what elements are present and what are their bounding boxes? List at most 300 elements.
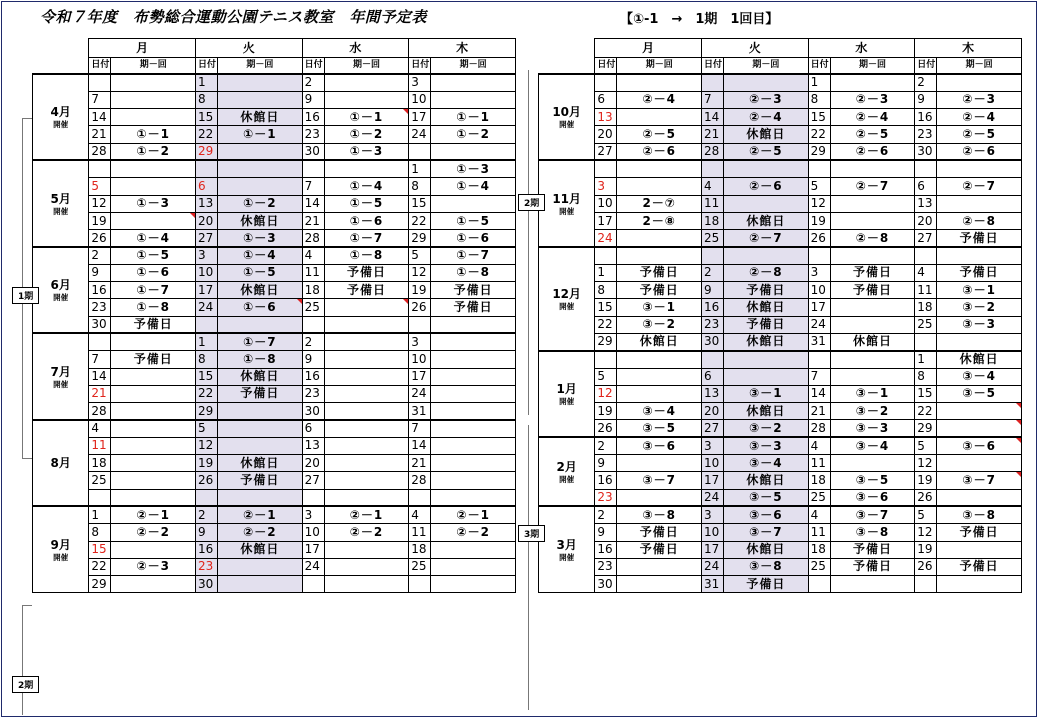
session-cell bbox=[724, 195, 809, 212]
date-cell: 2 bbox=[701, 264, 723, 281]
month-name: 11月 bbox=[552, 191, 582, 206]
period-column-header: 期－回 bbox=[218, 58, 303, 75]
session-cell bbox=[830, 576, 915, 593]
date-cell: 30 bbox=[915, 143, 937, 160]
date-cell: 12 bbox=[89, 195, 111, 212]
date-cell bbox=[302, 160, 324, 177]
date-cell: 8 bbox=[409, 178, 431, 195]
session-cell bbox=[218, 437, 303, 454]
session-cell: ③－5 bbox=[724, 489, 809, 506]
month-label bbox=[539, 74, 595, 160]
date-cell: 1 bbox=[409, 160, 431, 177]
month-sub-label: 開催 bbox=[53, 293, 69, 303]
session-cell: ①－4 bbox=[324, 178, 409, 195]
date-cell: 19 bbox=[89, 212, 111, 229]
session-cell bbox=[324, 299, 409, 316]
date-cell: 29 bbox=[195, 403, 217, 420]
session-cell: ③－8 bbox=[724, 558, 809, 575]
date-cell: 30 bbox=[595, 576, 617, 593]
period-column-header: 期－回 bbox=[111, 58, 196, 75]
week-row bbox=[539, 195, 1022, 212]
date-cell bbox=[701, 160, 723, 177]
session-cell: ①－7 bbox=[431, 247, 516, 264]
date-cell: 5 bbox=[89, 178, 111, 195]
date-cell: 14 bbox=[89, 368, 111, 385]
date-cell: 1 bbox=[89, 506, 111, 523]
week-row bbox=[539, 91, 1022, 108]
session-cell bbox=[431, 74, 516, 91]
session-cell bbox=[324, 316, 409, 333]
date-cell: 18 bbox=[915, 299, 937, 316]
date-cell: 3 bbox=[595, 178, 617, 195]
session-cell bbox=[324, 420, 409, 437]
session-cell bbox=[830, 455, 915, 472]
week-row bbox=[33, 109, 516, 126]
date-cell: 31 bbox=[808, 333, 830, 350]
period-column-header: 期－回 bbox=[937, 58, 1022, 75]
date-cell: 1 bbox=[195, 74, 217, 91]
date-cell: 15 bbox=[409, 195, 431, 212]
date-cell: 16 bbox=[595, 472, 617, 489]
session-cell bbox=[324, 74, 409, 91]
date-cell: 12 bbox=[195, 437, 217, 454]
month-name: 3月 bbox=[556, 537, 577, 552]
date-cell: 16 bbox=[195, 541, 217, 558]
week-row bbox=[33, 143, 516, 160]
date-cell: 3 bbox=[409, 74, 431, 91]
date-cell: 24 bbox=[701, 558, 723, 575]
date-cell: 20 bbox=[195, 212, 217, 229]
session-cell bbox=[324, 541, 409, 558]
session-cell bbox=[218, 91, 303, 108]
session-cell bbox=[617, 489, 702, 506]
session-cell: ②－4 bbox=[617, 91, 702, 108]
session-cell bbox=[937, 455, 1022, 472]
date-cell: 8 bbox=[808, 91, 830, 108]
month-label bbox=[539, 437, 595, 506]
week-row bbox=[539, 541, 1022, 558]
date-cell: 26 bbox=[915, 489, 937, 506]
date-cell: 6 bbox=[595, 91, 617, 108]
week-row bbox=[539, 351, 1022, 368]
session-cell: 2－⑦ bbox=[617, 195, 702, 212]
date-cell: 29 bbox=[915, 420, 937, 437]
date-cell: 4 bbox=[808, 506, 830, 523]
date-cell: 22 bbox=[89, 558, 111, 575]
week-row bbox=[33, 351, 516, 368]
date-cell bbox=[595, 247, 617, 264]
session-cell: ①－8 bbox=[111, 299, 196, 316]
week-row bbox=[33, 524, 516, 541]
date-cell: 24 bbox=[409, 385, 431, 402]
session-cell bbox=[111, 437, 196, 454]
month-name: 7月 bbox=[50, 364, 71, 379]
session-cell: ②－4 bbox=[937, 109, 1022, 126]
month-label bbox=[33, 333, 89, 419]
session-cell bbox=[218, 489, 303, 506]
date-cell: 10 bbox=[409, 351, 431, 368]
term1-bracket-top bbox=[22, 118, 32, 119]
date-cell bbox=[409, 143, 431, 160]
date-cell: 2 bbox=[302, 333, 324, 350]
session-cell: ①－2 bbox=[111, 143, 196, 160]
session-cell bbox=[830, 74, 915, 91]
session-cell: ②－8 bbox=[724, 264, 809, 281]
session-cell bbox=[937, 576, 1022, 593]
session-cell bbox=[324, 160, 409, 177]
date-cell: 8 bbox=[195, 91, 217, 108]
date-cell: 5 bbox=[595, 368, 617, 385]
session-cell: ②－3 bbox=[937, 91, 1022, 108]
date-cell: 21 bbox=[302, 212, 324, 229]
session-cell: 2－⑧ bbox=[617, 212, 702, 229]
date-cell: 20 bbox=[915, 212, 937, 229]
date-cell: 24 bbox=[808, 316, 830, 333]
session-cell: ②－1 bbox=[324, 506, 409, 523]
date-column-header: 日付 bbox=[701, 58, 723, 75]
date-cell: 17 bbox=[701, 541, 723, 558]
session-cell: ③－4 bbox=[617, 403, 702, 420]
session-cell bbox=[830, 316, 915, 333]
date-cell: 23 bbox=[195, 558, 217, 575]
session-cell bbox=[218, 143, 303, 160]
week-row bbox=[33, 212, 516, 229]
month-label bbox=[539, 160, 595, 246]
week-row bbox=[539, 299, 1022, 316]
week-row bbox=[539, 264, 1022, 281]
month-label bbox=[33, 160, 89, 246]
session-cell: ①－3 bbox=[218, 230, 303, 247]
session-cell bbox=[617, 455, 702, 472]
week-row bbox=[33, 299, 516, 316]
session-cell: ③－2 bbox=[830, 403, 915, 420]
month-sub-label: 開催 bbox=[53, 206, 69, 216]
date-cell: 21 bbox=[808, 403, 830, 420]
session-cell: ②－5 bbox=[830, 126, 915, 143]
week-row bbox=[539, 333, 1022, 350]
session-cell: ①－1 bbox=[218, 126, 303, 143]
session-cell bbox=[324, 403, 409, 420]
date-cell: 12 bbox=[915, 524, 937, 541]
date-cell bbox=[701, 74, 723, 91]
week-row bbox=[33, 506, 516, 523]
date-cell: 28 bbox=[409, 472, 431, 489]
date-cell: 5 bbox=[915, 437, 937, 454]
date-cell: 13 bbox=[701, 385, 723, 402]
date-cell: 11 bbox=[808, 455, 830, 472]
session-cell: 休館日 bbox=[218, 282, 303, 299]
date-cell bbox=[808, 351, 830, 368]
session-cell: ②－1 bbox=[218, 506, 303, 523]
session-cell bbox=[617, 385, 702, 402]
date-cell: 27 bbox=[915, 230, 937, 247]
session-cell bbox=[111, 178, 196, 195]
date-cell bbox=[195, 160, 217, 177]
date-cell: 3 bbox=[701, 506, 723, 523]
session-cell: 予備日 bbox=[724, 282, 809, 299]
session-cell: ②－3 bbox=[111, 558, 196, 575]
week-row bbox=[539, 160, 1022, 177]
date-cell: 2 bbox=[915, 74, 937, 91]
session-cell bbox=[617, 351, 702, 368]
session-cell bbox=[111, 160, 196, 177]
month-label bbox=[539, 506, 595, 592]
session-cell: ①－2 bbox=[218, 195, 303, 212]
session-cell: ①－8 bbox=[218, 351, 303, 368]
date-cell: 14 bbox=[808, 385, 830, 402]
session-cell: 予備日 bbox=[324, 264, 409, 281]
month-name: 4月 bbox=[50, 105, 71, 120]
session-cell bbox=[431, 143, 516, 160]
session-cell bbox=[324, 558, 409, 575]
session-cell: ③－6 bbox=[830, 489, 915, 506]
session-cell bbox=[830, 368, 915, 385]
term1-bracket-bottom bbox=[22, 458, 32, 459]
month-sub-label: 開催 bbox=[53, 379, 69, 389]
date-column-header: 日付 bbox=[195, 58, 217, 75]
session-cell bbox=[830, 212, 915, 229]
month-name: 10月 bbox=[552, 105, 582, 120]
session-cell: ②－6 bbox=[724, 178, 809, 195]
session-cell bbox=[830, 195, 915, 212]
date-cell: 10 bbox=[701, 524, 723, 541]
session-cell: 休館日 bbox=[724, 333, 809, 350]
period-column-header: 期－回 bbox=[431, 58, 516, 75]
session-cell: ③－6 bbox=[724, 506, 809, 523]
session-cell: ②－1 bbox=[111, 506, 196, 523]
session-cell bbox=[431, 576, 516, 593]
session-cell: ①－3 bbox=[324, 143, 409, 160]
date-cell: 27 bbox=[701, 420, 723, 437]
date-cell: 10 bbox=[195, 264, 217, 281]
month-label bbox=[33, 74, 89, 160]
session-cell: ③－5 bbox=[937, 385, 1022, 402]
date-cell: 3 bbox=[195, 247, 217, 264]
session-cell: ②－4 bbox=[724, 109, 809, 126]
session-cell bbox=[218, 420, 303, 437]
date-column-header: 日付 bbox=[409, 58, 431, 75]
date-cell bbox=[915, 247, 937, 264]
month-sub-label: 開催 bbox=[559, 120, 575, 130]
session-cell bbox=[218, 403, 303, 420]
session-cell: 予備日 bbox=[724, 316, 809, 333]
session-cell: ①－6 bbox=[431, 230, 516, 247]
session-cell: ①－3 bbox=[431, 160, 516, 177]
session-cell: 休館日 bbox=[218, 368, 303, 385]
date-cell: 1 bbox=[195, 333, 217, 350]
date-cell: 16 bbox=[302, 368, 324, 385]
date-cell: 16 bbox=[701, 299, 723, 316]
session-cell: ③－6 bbox=[937, 437, 1022, 454]
date-cell: 19 bbox=[195, 455, 217, 472]
date-cell: 14 bbox=[701, 109, 723, 126]
date-cell: 24 bbox=[409, 126, 431, 143]
date-cell: 30 bbox=[302, 403, 324, 420]
date-cell: 23 bbox=[595, 489, 617, 506]
session-cell bbox=[830, 160, 915, 177]
date-cell: 11 bbox=[701, 195, 723, 212]
session-cell: ①－4 bbox=[111, 230, 196, 247]
session-cell bbox=[324, 351, 409, 368]
session-cell: ①－7 bbox=[218, 333, 303, 350]
date-cell: 7 bbox=[302, 178, 324, 195]
session-cell bbox=[431, 472, 516, 489]
month-label bbox=[539, 247, 595, 351]
date-cell: 30 bbox=[701, 333, 723, 350]
date-cell: 17 bbox=[701, 472, 723, 489]
month-name: 8月 bbox=[50, 455, 71, 470]
date-column-header: 日付 bbox=[808, 58, 830, 75]
week-row bbox=[539, 74, 1022, 91]
date-cell bbox=[89, 160, 111, 177]
session-cell: 休館日 bbox=[937, 351, 1022, 368]
date-cell: 2 bbox=[595, 437, 617, 454]
session-cell: 予備日 bbox=[724, 576, 809, 593]
term2-tag-right: 2期 bbox=[518, 194, 545, 211]
session-cell: ③－1 bbox=[830, 385, 915, 402]
session-cell: ①－8 bbox=[431, 264, 516, 281]
session-cell: ②－6 bbox=[617, 143, 702, 160]
date-column-header: 日付 bbox=[302, 58, 324, 75]
date-cell: 30 bbox=[302, 143, 324, 160]
session-cell: ②－8 bbox=[830, 230, 915, 247]
session-cell: ③－3 bbox=[724, 437, 809, 454]
session-cell: 休館日 bbox=[218, 541, 303, 558]
session-cell bbox=[617, 230, 702, 247]
week-row bbox=[33, 489, 516, 506]
term2-bracket-left bbox=[22, 605, 23, 715]
session-cell bbox=[724, 368, 809, 385]
session-cell: ①－6 bbox=[218, 299, 303, 316]
session-cell bbox=[431, 437, 516, 454]
date-cell: 21 bbox=[409, 455, 431, 472]
session-cell: ③－8 bbox=[937, 506, 1022, 523]
session-cell: ③－5 bbox=[617, 420, 702, 437]
date-cell: 7 bbox=[89, 91, 111, 108]
date-cell: 16 bbox=[595, 541, 617, 558]
date-cell: 22 bbox=[808, 126, 830, 143]
session-cell bbox=[431, 195, 516, 212]
date-cell: 21 bbox=[89, 385, 111, 402]
date-cell: 5 bbox=[409, 247, 431, 264]
month-label bbox=[33, 506, 89, 592]
date-cell: 26 bbox=[89, 230, 111, 247]
date-cell bbox=[595, 74, 617, 91]
date-cell bbox=[595, 160, 617, 177]
date-cell: 23 bbox=[595, 558, 617, 575]
session-cell bbox=[724, 74, 809, 91]
date-cell: 30 bbox=[89, 316, 111, 333]
week-row bbox=[33, 247, 516, 264]
date-cell: 12 bbox=[915, 455, 937, 472]
session-cell: ③－4 bbox=[937, 368, 1022, 385]
week-row bbox=[33, 455, 516, 472]
date-cell: 6 bbox=[195, 178, 217, 195]
date-cell: 6 bbox=[302, 420, 324, 437]
date-cell: 31 bbox=[701, 576, 723, 593]
corner-blank bbox=[33, 58, 89, 75]
date-cell: 16 bbox=[302, 109, 324, 126]
date-cell: 1 bbox=[915, 351, 937, 368]
week-row bbox=[33, 195, 516, 212]
date-cell: 25 bbox=[302, 299, 324, 316]
session-cell: ③－3 bbox=[830, 420, 915, 437]
date-cell: 17 bbox=[195, 282, 217, 299]
session-cell bbox=[324, 385, 409, 402]
date-cell: 15 bbox=[89, 541, 111, 558]
date-cell bbox=[808, 160, 830, 177]
session-cell: ①－1 bbox=[431, 109, 516, 126]
date-cell: 23 bbox=[302, 126, 324, 143]
month-label bbox=[33, 247, 89, 333]
session-cell: 予備日 bbox=[937, 230, 1022, 247]
month-sub-label: 開催 bbox=[559, 301, 575, 311]
session-cell bbox=[937, 403, 1022, 420]
date-cell: 9 bbox=[302, 351, 324, 368]
date-cell: 14 bbox=[409, 437, 431, 454]
date-cell: 11 bbox=[808, 524, 830, 541]
week-row bbox=[33, 126, 516, 143]
week-row bbox=[33, 282, 516, 299]
session-cell bbox=[431, 91, 516, 108]
session-cell: ②－7 bbox=[724, 230, 809, 247]
date-cell: 11 bbox=[915, 282, 937, 299]
week-row bbox=[539, 576, 1022, 593]
week-row bbox=[539, 420, 1022, 437]
date-cell: 29 bbox=[195, 143, 217, 160]
date-cell: 9 bbox=[89, 264, 111, 281]
session-cell bbox=[617, 576, 702, 593]
session-cell: 予備日 bbox=[617, 541, 702, 558]
session-cell bbox=[830, 351, 915, 368]
date-cell: 2 bbox=[302, 74, 324, 91]
date-cell: 10 bbox=[595, 195, 617, 212]
session-cell: ③－7 bbox=[830, 506, 915, 523]
session-cell: ③－7 bbox=[937, 472, 1022, 489]
date-cell bbox=[409, 576, 431, 593]
session-cell bbox=[937, 195, 1022, 212]
month-label bbox=[539, 351, 595, 437]
session-cell: ③－6 bbox=[617, 437, 702, 454]
date-cell: 28 bbox=[701, 143, 723, 160]
session-cell bbox=[324, 472, 409, 489]
date-cell: 29 bbox=[409, 230, 431, 247]
session-cell: ①－5 bbox=[431, 212, 516, 229]
session-cell bbox=[617, 178, 702, 195]
week-row bbox=[539, 178, 1022, 195]
date-cell bbox=[409, 489, 431, 506]
date-cell: 26 bbox=[595, 420, 617, 437]
week-row bbox=[539, 126, 1022, 143]
date-cell bbox=[89, 74, 111, 91]
session-cell bbox=[431, 420, 516, 437]
term2-bracket-left-top bbox=[22, 605, 32, 606]
session-cell: ③－1 bbox=[724, 385, 809, 402]
date-cell: 19 bbox=[595, 403, 617, 420]
date-cell: 13 bbox=[195, 195, 217, 212]
week-row bbox=[539, 247, 1022, 264]
session-cell: 予備日 bbox=[218, 472, 303, 489]
week-row bbox=[539, 558, 1022, 575]
session-cell bbox=[218, 178, 303, 195]
session-cell bbox=[218, 160, 303, 177]
session-cell bbox=[937, 420, 1022, 437]
date-cell: 13 bbox=[302, 437, 324, 454]
session-cell: ①－6 bbox=[111, 264, 196, 281]
date-cell: 6 bbox=[701, 368, 723, 385]
date-cell: 13 bbox=[595, 109, 617, 126]
session-cell bbox=[937, 160, 1022, 177]
